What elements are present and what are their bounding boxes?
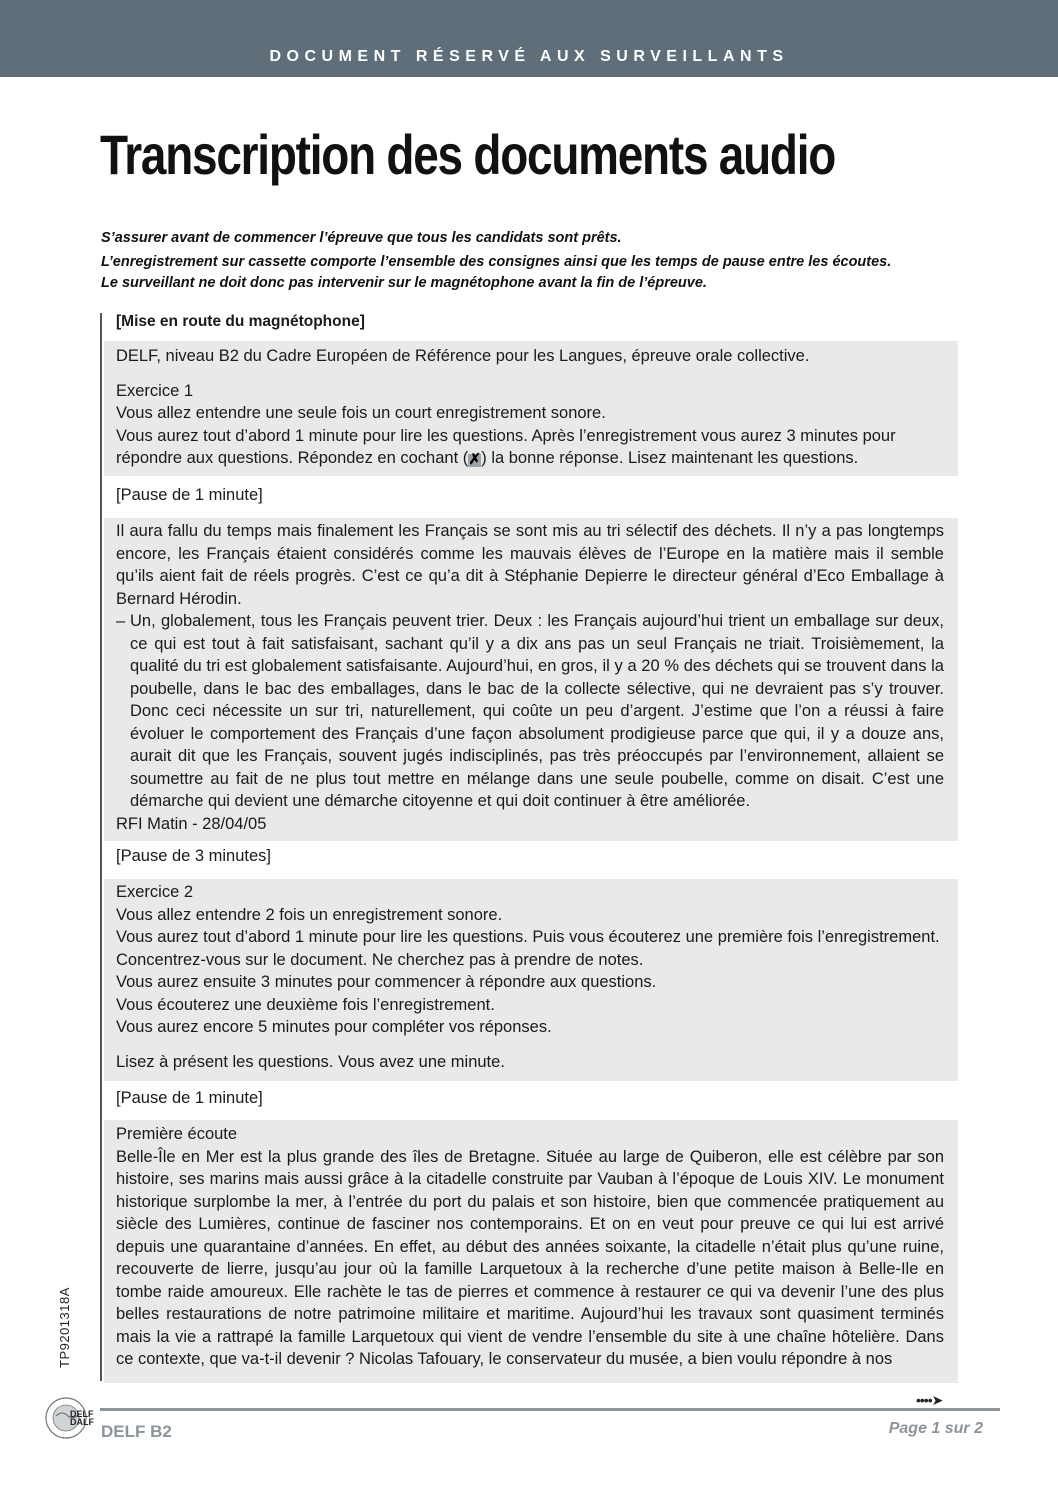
pause-1b <box>104 1087 958 1110</box>
next-page-arrow-icon: ••••➤ <box>916 1392 943 1408</box>
start-instruction <box>104 311 958 334</box>
exercise-1-line-2 <box>116 425 944 470</box>
first-listening-text: Belle-Île en Mer est la plus grande des îles de Bretagne. Située au large de Quiberon, elle est célèbre par son histoire, ses marins mais aussi grâce à la citadelle construite par Vauban à l’époque de Louis XIV. Le monument historique surplombe la mer, à l’entrée du port du palais et son histoire, bien que commencée pratiquement au siècle des Lumières, continue de fasciner nos contemporains. Et on en veut pour preuve ce qui lui est arrivé depuis une quarantaine d’années. En effet, au début des années soixante, la citadelle n’était plus qu’une ruine, recouverte de lierre, jusqu’au jour où la famille Larquetoux à la recherche d’une petite maison à Belle-Ile en tombe raide amoureux. Elle rachète le tas de pierres et commence à restaurer ce qui va devenir l’une des plus belles restaurations de notre patrimoine militaire et maritime. Aujourd’hui les travaux sont quasiment terminés mais la vie a rattrapé la famille Larquetoux qui vient de vendre l’ensemble du site à une chaîne hôtelière. Dans ce contexte, que va-t-il devenir ? Nicolas Tafouary, le conservateur du musée, a bien voulu répondre à nos <box>116 1147 944 1368</box>
pause-1-text: [Pause de 1 minute] <box>116 486 263 504</box>
exercise-1-line-1: Vous allez entendre une seule fois un court enregistrement sonore. <box>116 404 606 422</box>
exercise-2-block <box>104 879 958 1081</box>
checkbox-cross-icon: ✗ <box>468 451 482 468</box>
logo-dalf: DALF <box>70 1417 94 1427</box>
delf-dalf-logo <box>40 1390 96 1446</box>
logo-delf: DELF <box>70 1409 94 1419</box>
delf-intro: DELF, niveau B2 du Cadre Européen de Référence pour les Langues, épreuve orale collective. <box>116 347 810 365</box>
pause-3 <box>104 845 958 868</box>
transcript-1-source: RFI Matin - 28/04/05 <box>116 814 267 833</box>
transcript-1-block <box>104 518 958 841</box>
pause-1b-text: [Pause de 1 minute] <box>116 1089 263 1107</box>
page-title: Transcription des documents audio <box>100 123 836 186</box>
header-banner <box>0 0 1058 77</box>
footer-rule <box>100 1408 1000 1411</box>
exercise-2-line-1: Vous allez entendre 2 fois un enregistrement sonore. <box>116 905 503 924</box>
footer-level: DELF B2 <box>101 1422 172 1441</box>
intro-line-2: L’enregistrement sur cassette comporte l’ensemble des consignes ainsi que les temps de pause entre les écoutes. Le surveillant ne doit donc pas intervenir sur le magnétophone avant la fin de l’épreuve. <box>101 254 892 291</box>
transcript-1-intro: Il aura fallu du temps mais finalement les Français se sont mis au tri sélectif des déchets. Il n’y a pas longtemps encore, les Français étaient considérés comme les mauvais élèves de l’Europe en la matière mais il semble qu’ils aient fait de réels progrès. C’est ce qu’a dit à Stéphanie Depierre le directeur général d’Eco Emballage à Bernard Hérodin. <box>116 522 944 608</box>
transcript-1-quote-text: Un, globalement, tous les Français peuvent trier. Deux : les Français aujourd’hui trient un emballage sur deux, ce qui est tout à fait satisfaisant, sachant qu’il y a dix ans pas un seul Français ne triait. Troisièmement, la qualité du tri est globalement satisfaisante. Aujourd’hui, en gros, il y a 20 % des déchets qui se trouvent dans la poubelle, dans le bac des emballages, dans le bac de la collecte sélective, qui ne devraient pas s’y trouver. Donc ceci nécessite un sur tri, naturellement, qui coûte un peu d’argent. J’estime que l’on a réussi à faire évoluer le comportement des Français d’une façon absolument prodigieuse parce que qui, il y a douze ans, aurait dit que les Français, souvent jugés indisciplinés, pas très préoccupés par l’environnement, allaient se soumettre au fait de ne plus tout mettre en mélange dans une seule poubelle, comme on disait. C’est une démarche qui devient une démarche citoyenne et qui doit continuer à être améliorée. <box>130 612 944 810</box>
exercise-1-line-2-end: ) la bonne réponse. Lisez maintenant les questions. <box>481 449 859 467</box>
quote-dash: – <box>116 612 126 630</box>
exercise-1-line-2-start: Vous aurez tout d’abord 1 minute pour lire les questions. Après l’enregistrement vous aurez 3 minutes pour répondre aux questions. Répondez en cochant ( <box>116 426 896 467</box>
exercise-2-line-2: Vous aurez tout d’abord 1 minute pour lire les questions. Puis vous écouterez une première fois l’enregistrement. <box>116 928 940 946</box>
first-listening-title: Première écoute <box>116 1125 238 1143</box>
content-margin-rule <box>100 313 102 1381</box>
document-code: TP9201318A <box>57 1287 72 1368</box>
exercise-1-block <box>104 341 958 476</box>
exercise-2-line-5: Vous écouterez une deuxième fois l’enregistrement. <box>116 995 495 1014</box>
start-instruction-text: [Mise en route du magnétophone] <box>116 313 365 330</box>
page-number: Page 1 sur 2 <box>888 1420 983 1437</box>
transcript-1-quote <box>116 610 944 813</box>
exercise-1-title: Exercice 1 <box>116 381 194 400</box>
banner-title: DOCUMENT RÉSERVÉ AUX SURVEILLANTS <box>269 48 789 65</box>
first-listening-block <box>104 1120 958 1383</box>
intro-line-1: S’assurer avant de commencer l’épreuve que tous les candidats sont prêts. <box>101 230 622 246</box>
exercise-2-line-7: Lisez à présent les questions. Vous avez une minute. <box>116 1052 505 1071</box>
exercise-2-line-4: Vous aurez ensuite 3 minutes pour commencer à répondre aux questions. <box>116 973 657 991</box>
exercise-2-line-3: Concentrez-vous sur le document. Ne cherchez pas à prendre de notes. <box>116 950 644 969</box>
pause-3-text: [Pause de 3 minutes] <box>116 847 272 865</box>
exercise-2-title: Exercice 2 <box>116 883 194 901</box>
exercise-2-line-6: Vous aurez encore 5 minutes pour compléter vos réponses. <box>116 1018 552 1036</box>
pause-1 <box>104 484 958 507</box>
